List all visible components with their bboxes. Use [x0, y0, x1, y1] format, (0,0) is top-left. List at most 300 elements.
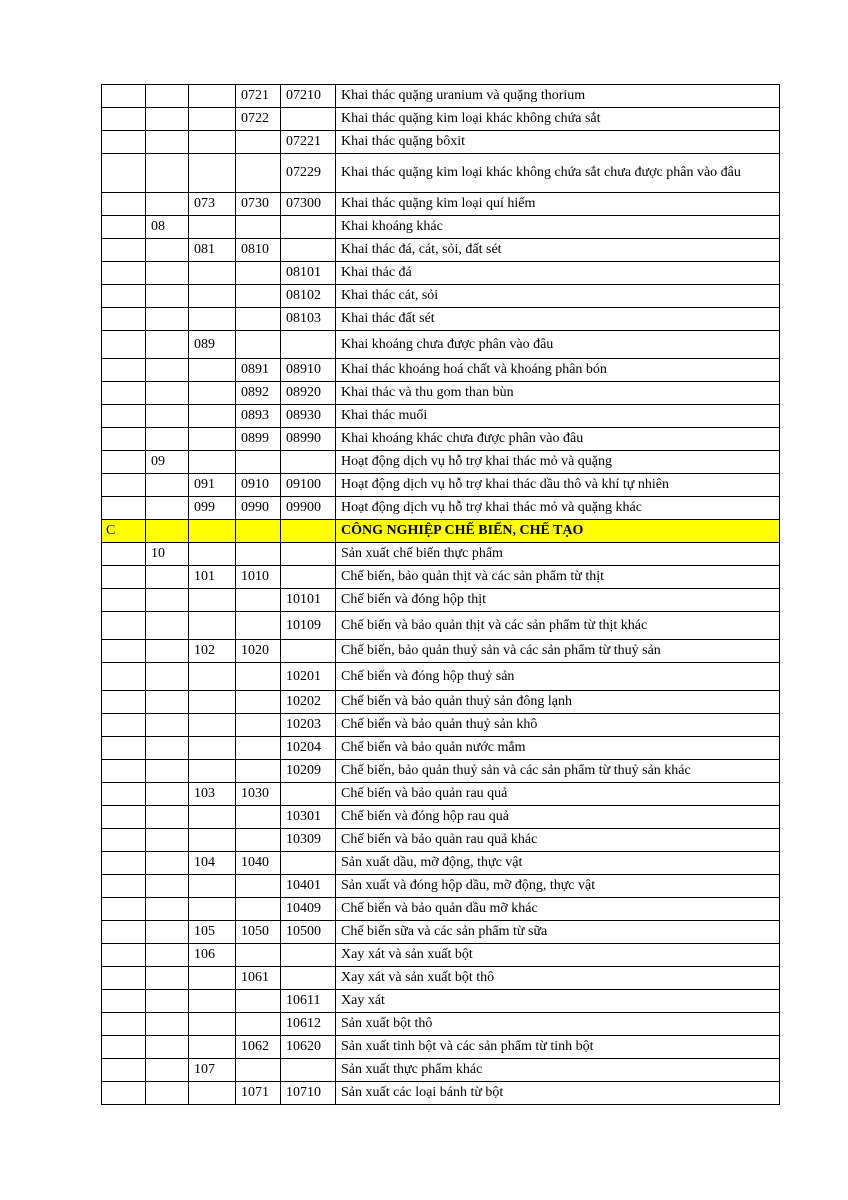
group-cell — [189, 589, 236, 612]
description-cell: Sản xuất chế biến thực phẩm — [336, 543, 780, 566]
division-cell — [146, 154, 189, 193]
description-cell: Chế biến và bảo quản thuỷ sản đông lạnh — [336, 691, 780, 714]
group-cell — [189, 1013, 236, 1036]
section-cell — [102, 806, 146, 829]
class-cell: 0810 — [236, 239, 281, 262]
subclass-cell: 10204 — [281, 737, 336, 760]
division-cell — [146, 497, 189, 520]
section-cell — [102, 691, 146, 714]
table-row — [102, 520, 780, 543]
group-cell — [189, 806, 236, 829]
group-cell — [189, 382, 236, 405]
description-cell: Chế biến và bảo quản rau quả — [336, 783, 780, 806]
subclass-cell: 10101 — [281, 589, 336, 612]
class-cell: 0893 — [236, 405, 281, 428]
section-cell — [102, 921, 146, 944]
subclass-cell: 07210 — [281, 85, 336, 108]
table-row — [102, 382, 780, 405]
table-row — [102, 451, 780, 474]
division-cell — [146, 714, 189, 737]
table-row — [102, 691, 780, 714]
group-cell: 099 — [189, 497, 236, 520]
division-cell — [146, 85, 189, 108]
table-row — [102, 405, 780, 428]
division-cell — [146, 829, 189, 852]
division-cell — [146, 944, 189, 967]
table-row — [102, 239, 780, 262]
description-cell: Khai thác khoáng hoá chất và khoáng phân bón — [336, 359, 780, 382]
division-cell — [146, 566, 189, 589]
section-cell — [102, 990, 146, 1013]
description-cell: Khai thác muối — [336, 405, 780, 428]
division-cell — [146, 967, 189, 990]
class-cell — [236, 806, 281, 829]
description-cell: Sản xuất và đóng hộp dầu, mỡ động, thực vật — [336, 875, 780, 898]
class-cell — [236, 308, 281, 331]
description-cell: Khai thác quặng kim loại khác không chứa sắt — [336, 108, 780, 131]
description-cell: Khai thác quặng uranium và quặng thorium — [336, 85, 780, 108]
section-cell — [102, 1036, 146, 1059]
section-cell — [102, 262, 146, 285]
section-cell — [102, 154, 146, 193]
table-body — [102, 85, 780, 1105]
group-cell — [189, 990, 236, 1013]
subclass-cell — [281, 967, 336, 990]
description-cell: Khai khoáng khác — [336, 216, 780, 239]
description-cell: Khai thác quặng kim loại khác không chứa sắt chưa được phân vào đâu — [336, 154, 780, 193]
table-row — [102, 108, 780, 131]
group-cell — [189, 737, 236, 760]
class-cell — [236, 612, 281, 640]
description-cell: Hoạt động dịch vụ hỗ trợ khai thác mỏ và quặng khác — [336, 497, 780, 520]
class-cell — [236, 760, 281, 783]
table-row — [102, 714, 780, 737]
table-row — [102, 944, 780, 967]
group-cell — [189, 714, 236, 737]
subclass-cell: 08102 — [281, 285, 336, 308]
description-cell: Chế biến và bảo quản rau quả khác — [336, 829, 780, 852]
division-cell — [146, 589, 189, 612]
table-row — [102, 474, 780, 497]
description-cell: Khai thác đá, cát, sỏi, đất sét — [336, 239, 780, 262]
group-cell — [189, 428, 236, 451]
table-row — [102, 193, 780, 216]
class-cell — [236, 262, 281, 285]
table-row — [102, 154, 780, 193]
division-cell — [146, 382, 189, 405]
section-cell — [102, 216, 146, 239]
subclass-cell: 10109 — [281, 612, 336, 640]
table-row — [102, 566, 780, 589]
class-cell — [236, 875, 281, 898]
division-cell — [146, 520, 189, 543]
group-cell — [189, 285, 236, 308]
table-row — [102, 875, 780, 898]
group-cell — [189, 131, 236, 154]
subclass-cell: 10409 — [281, 898, 336, 921]
division-cell — [146, 405, 189, 428]
group-cell: 081 — [189, 239, 236, 262]
group-cell: 103 — [189, 783, 236, 806]
table-row — [102, 663, 780, 691]
class-cell — [236, 714, 281, 737]
section-cell — [102, 131, 146, 154]
table-row — [102, 428, 780, 451]
section-cell — [102, 1082, 146, 1105]
group-cell — [189, 108, 236, 131]
division-cell — [146, 331, 189, 359]
table-row — [102, 131, 780, 154]
class-cell — [236, 131, 281, 154]
class-cell: 0910 — [236, 474, 281, 497]
description-cell: Chế biến và bảo quản nước mắm — [336, 737, 780, 760]
division-cell — [146, 359, 189, 382]
class-cell: 1010 — [236, 566, 281, 589]
description-cell: Khai thác đá — [336, 262, 780, 285]
class-cell: 1071 — [236, 1082, 281, 1105]
section-cell — [102, 566, 146, 589]
section-cell — [102, 737, 146, 760]
subclass-cell: 10201 — [281, 663, 336, 691]
group-cell: 106 — [189, 944, 236, 967]
group-cell — [189, 829, 236, 852]
division-cell: 10 — [146, 543, 189, 566]
subclass-cell: 10202 — [281, 691, 336, 714]
class-cell — [236, 451, 281, 474]
section-cell — [102, 829, 146, 852]
division-cell — [146, 898, 189, 921]
group-cell — [189, 898, 236, 921]
division-cell: 09 — [146, 451, 189, 474]
subclass-cell: 08910 — [281, 359, 336, 382]
division-cell — [146, 783, 189, 806]
group-cell: 091 — [189, 474, 236, 497]
table-row — [102, 85, 780, 108]
division-cell — [146, 1082, 189, 1105]
section-cell — [102, 285, 146, 308]
description-cell: Khai thác quặng bôxit — [336, 131, 780, 154]
description-cell: Sản xuất các loại bánh từ bột — [336, 1082, 780, 1105]
division-cell — [146, 428, 189, 451]
subclass-cell: 10612 — [281, 1013, 336, 1036]
class-cell — [236, 1013, 281, 1036]
class-cell — [236, 898, 281, 921]
subclass-cell: 08101 — [281, 262, 336, 285]
table-row — [102, 359, 780, 382]
division-cell — [146, 308, 189, 331]
description-cell: Xay xát và sản xuất bột — [336, 944, 780, 967]
table-row — [102, 308, 780, 331]
section-cell — [102, 612, 146, 640]
class-cell: 0990 — [236, 497, 281, 520]
description-cell: Chế biến và đóng hộp thịt — [336, 589, 780, 612]
group-cell: 104 — [189, 852, 236, 875]
class-cell — [236, 216, 281, 239]
section-cell — [102, 875, 146, 898]
class-cell — [236, 520, 281, 543]
class-cell — [236, 663, 281, 691]
division-cell — [146, 852, 189, 875]
group-cell — [189, 543, 236, 566]
division-cell — [146, 193, 189, 216]
subclass-cell — [281, 944, 336, 967]
subclass-cell: 07300 — [281, 193, 336, 216]
description-cell: Xay xát và sản xuất bột thô — [336, 967, 780, 990]
class-cell: 0892 — [236, 382, 281, 405]
table-row — [102, 829, 780, 852]
section-cell — [102, 85, 146, 108]
table-row — [102, 640, 780, 663]
description-cell: Sản xuất bột thô — [336, 1013, 780, 1036]
description-cell: Chế biến, bảo quản thuỷ sản và các sản phẩm từ thuỷ sản khác — [336, 760, 780, 783]
subclass-cell — [281, 451, 336, 474]
subclass-cell — [281, 108, 336, 131]
subclass-cell: 08103 — [281, 308, 336, 331]
group-cell — [189, 262, 236, 285]
subclass-cell: 10209 — [281, 760, 336, 783]
table-row — [102, 921, 780, 944]
group-cell — [189, 308, 236, 331]
table-row — [102, 990, 780, 1013]
description-cell: Chế biến, bảo quản thuỷ sản và các sản phẩm từ thuỷ sản — [336, 640, 780, 663]
section-cell — [102, 474, 146, 497]
description-cell: Khai khoáng chưa được phân vào đâu — [336, 331, 780, 359]
division-cell — [146, 691, 189, 714]
subclass-cell — [281, 216, 336, 239]
division-cell — [146, 474, 189, 497]
group-cell — [189, 216, 236, 239]
section-cell — [102, 108, 146, 131]
division-cell — [146, 1036, 189, 1059]
class-cell: 0722 — [236, 108, 281, 131]
division-cell — [146, 663, 189, 691]
table-row — [102, 612, 780, 640]
class-cell — [236, 944, 281, 967]
description-cell: Sản xuất thực phẩm khác — [336, 1059, 780, 1082]
table-row — [102, 1082, 780, 1105]
description-cell: Khai khoáng khác chưa được phân vào đâu — [336, 428, 780, 451]
description-cell: Chế biến, bảo quản thịt và các sản phẩm từ thịt — [336, 566, 780, 589]
division-cell — [146, 131, 189, 154]
subclass-cell: 10301 — [281, 806, 336, 829]
section-cell — [102, 451, 146, 474]
class-cell — [236, 1059, 281, 1082]
class-cell: 1040 — [236, 852, 281, 875]
table-row — [102, 262, 780, 285]
section-cell — [102, 663, 146, 691]
class-cell: 1030 — [236, 783, 281, 806]
subclass-cell: 10500 — [281, 921, 336, 944]
group-cell — [189, 967, 236, 990]
description-cell: Chế biến và đóng hộp thuỷ sản — [336, 663, 780, 691]
table-row — [102, 285, 780, 308]
subclass-cell: 07229 — [281, 154, 336, 193]
section-cell — [102, 359, 146, 382]
section-cell — [102, 640, 146, 663]
group-cell — [189, 359, 236, 382]
table-row — [102, 1013, 780, 1036]
class-cell: 1061 — [236, 967, 281, 990]
subclass-cell — [281, 239, 336, 262]
division-cell — [146, 806, 189, 829]
class-cell: 1062 — [236, 1036, 281, 1059]
division-cell — [146, 612, 189, 640]
section-cell — [102, 308, 146, 331]
class-cell — [236, 331, 281, 359]
group-cell: 107 — [189, 1059, 236, 1082]
section-cell — [102, 382, 146, 405]
section-cell: C — [102, 520, 146, 543]
subclass-cell: 09900 — [281, 497, 336, 520]
division-cell — [146, 760, 189, 783]
class-cell — [236, 543, 281, 566]
table-row — [102, 737, 780, 760]
subclass-cell: 09100 — [281, 474, 336, 497]
subclass-cell: 08930 — [281, 405, 336, 428]
table-row — [102, 216, 780, 239]
description-cell: Hoạt động dịch vụ hỗ trợ khai thác mỏ và quặng — [336, 451, 780, 474]
table-row — [102, 783, 780, 806]
section-cell — [102, 193, 146, 216]
section-cell — [102, 239, 146, 262]
division-cell — [146, 285, 189, 308]
section-cell — [102, 944, 146, 967]
description-cell: Chế biến và đóng hộp rau quả — [336, 806, 780, 829]
section-cell — [102, 543, 146, 566]
group-cell: 089 — [189, 331, 236, 359]
class-cell — [236, 154, 281, 193]
description-cell: Sản xuất dầu, mỡ động, thực vật — [336, 852, 780, 875]
class-cell: 0899 — [236, 428, 281, 451]
group-cell: 073 — [189, 193, 236, 216]
subclass-cell — [281, 331, 336, 359]
subclass-cell — [281, 852, 336, 875]
table-row — [102, 331, 780, 359]
table-row — [102, 898, 780, 921]
description-cell: CÔNG NGHIỆP CHẾ BIẾN, CHẾ TẠO — [336, 520, 780, 543]
group-cell — [189, 154, 236, 193]
description-cell: Sản xuất tinh bột và các sản phẩm từ tinh bột — [336, 1036, 780, 1059]
class-cell: 0891 — [236, 359, 281, 382]
division-cell — [146, 990, 189, 1013]
division-cell — [146, 875, 189, 898]
description-cell: Khai thác và thu gom than bùn — [336, 382, 780, 405]
table-row — [102, 589, 780, 612]
section-cell — [102, 428, 146, 451]
section-cell — [102, 1013, 146, 1036]
subclass-cell — [281, 543, 336, 566]
description-cell: Khai thác đất sét — [336, 308, 780, 331]
table-row — [102, 852, 780, 875]
section-cell — [102, 497, 146, 520]
section-cell — [102, 783, 146, 806]
industry-classification-table — [101, 84, 780, 1105]
division-cell — [146, 640, 189, 663]
subclass-cell — [281, 640, 336, 663]
description-cell: Hoạt động dịch vụ hỗ trợ khai thác dầu thô và khí tự nhiên — [336, 474, 780, 497]
class-cell: 1020 — [236, 640, 281, 663]
subclass-cell: 08990 — [281, 428, 336, 451]
group-cell: 101 — [189, 566, 236, 589]
group-cell — [189, 85, 236, 108]
subclass-cell: 10710 — [281, 1082, 336, 1105]
table-row — [102, 543, 780, 566]
group-cell — [189, 691, 236, 714]
subclass-cell: 10401 — [281, 875, 336, 898]
section-cell — [102, 331, 146, 359]
subclass-cell: 10203 — [281, 714, 336, 737]
subclass-cell — [281, 566, 336, 589]
table-row — [102, 497, 780, 520]
class-cell — [236, 737, 281, 760]
class-cell — [236, 589, 281, 612]
group-cell — [189, 405, 236, 428]
section-cell — [102, 852, 146, 875]
subclass-cell — [281, 1059, 336, 1082]
group-cell: 102 — [189, 640, 236, 663]
class-cell: 1050 — [236, 921, 281, 944]
subclass-cell — [281, 783, 336, 806]
class-cell: 0721 — [236, 85, 281, 108]
division-cell — [146, 239, 189, 262]
description-cell: Chế biến và bảo quản thịt và các sản phẩm từ thịt khác — [336, 612, 780, 640]
class-cell — [236, 285, 281, 308]
class-cell — [236, 691, 281, 714]
division-cell — [146, 262, 189, 285]
subclass-cell: 10309 — [281, 829, 336, 852]
section-cell — [102, 714, 146, 737]
description-cell: Xay xát — [336, 990, 780, 1013]
description-cell: Khai thác cát, sỏi — [336, 285, 780, 308]
group-cell — [189, 760, 236, 783]
description-cell: Chế biến và bảo quản thuỷ sản khô — [336, 714, 780, 737]
class-cell — [236, 990, 281, 1013]
division-cell — [146, 1059, 189, 1082]
group-cell — [189, 520, 236, 543]
division-cell — [146, 921, 189, 944]
division-cell — [146, 1013, 189, 1036]
subclass-cell: 10611 — [281, 990, 336, 1013]
division-cell — [146, 737, 189, 760]
group-cell: 105 — [189, 921, 236, 944]
subclass-cell: 10620 — [281, 1036, 336, 1059]
subclass-cell — [281, 520, 336, 543]
table-row — [102, 1036, 780, 1059]
group-cell — [189, 1082, 236, 1105]
section-cell — [102, 1059, 146, 1082]
section-cell — [102, 589, 146, 612]
table-row — [102, 967, 780, 990]
group-cell — [189, 1036, 236, 1059]
section-cell — [102, 967, 146, 990]
description-cell: Chế biến sữa và các sản phẩm từ sữa — [336, 921, 780, 944]
division-cell — [146, 108, 189, 131]
table-row — [102, 1059, 780, 1082]
class-cell — [236, 829, 281, 852]
group-cell — [189, 663, 236, 691]
group-cell — [189, 612, 236, 640]
subclass-cell: 08920 — [281, 382, 336, 405]
group-cell — [189, 875, 236, 898]
subclass-cell: 07221 — [281, 131, 336, 154]
section-cell — [102, 405, 146, 428]
section-cell — [102, 898, 146, 921]
group-cell — [189, 451, 236, 474]
table-row — [102, 806, 780, 829]
class-cell: 0730 — [236, 193, 281, 216]
description-cell: Chế biến và bảo quản dầu mỡ khác — [336, 898, 780, 921]
section-cell — [102, 760, 146, 783]
